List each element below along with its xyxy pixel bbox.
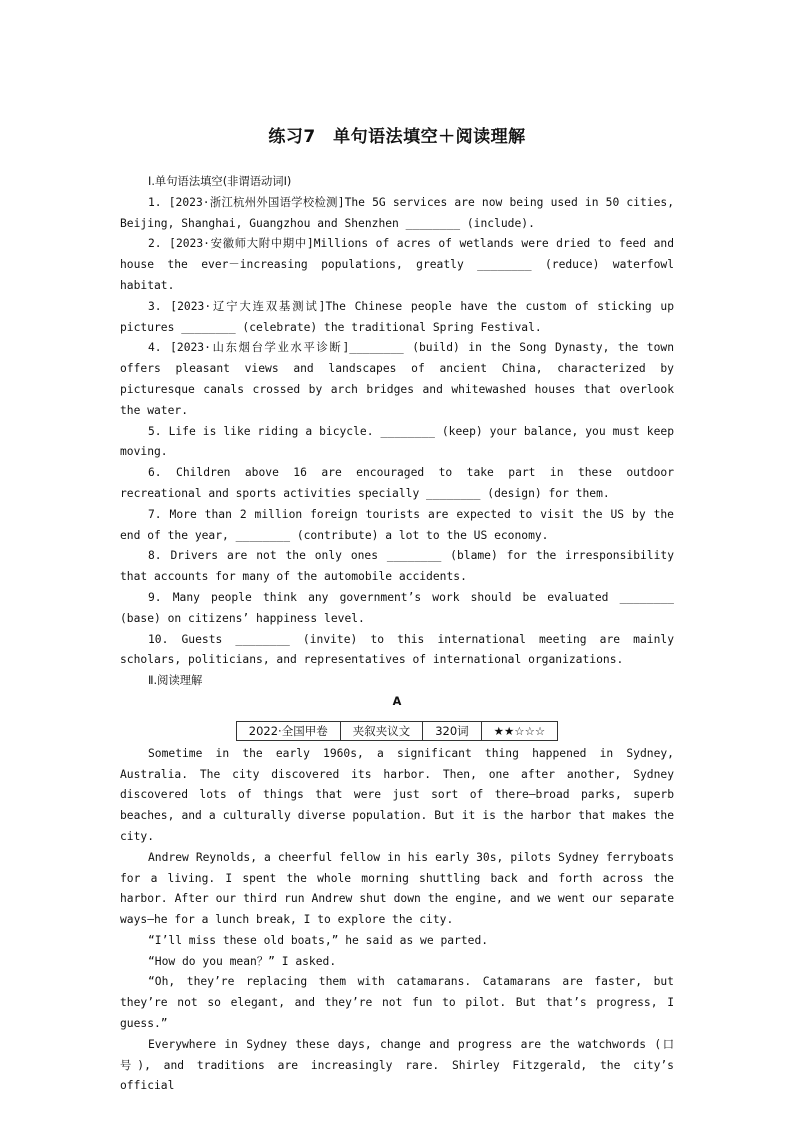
section-heading-grammar: Ⅰ.单句语法填空(非谓语动词Ⅰ) xyxy=(148,175,292,188)
question-item: 7. More than 2 million foreign tourists are expected to visit the US by the end of the year, ________ (contribute) a lot to the US economy. xyxy=(120,507,674,542)
question-item: 10. Guests ________ (invite) to this international meeting are mainly scholars, politicians, and representatives of international organizations. xyxy=(120,632,674,667)
passage-label: A xyxy=(392,694,402,708)
passage-paragraph: Everywhere in Sydney these days, change and progress are the watchwords (口号), and traditions are increasingly rare. Shirley Fitzgerald, the city’s official xyxy=(120,1037,674,1093)
question-item: 4. [2023·山东烟台学业水平诊断]________ (build) in the Song Dynasty, the town offers pleasant views and landscapes of ancient China, characterized by picturesque canals crossed by arch bridges and whitewashed houses that overlook the water. xyxy=(120,341,674,417)
question-item: 1. [2023·浙江杭州外国语学校检测]The 5G services are now being used in 50 cities, Beijing, Shanghai, Guangzhou and Shenzhen ________ (include). xyxy=(120,195,674,230)
passage-paragraph: Sometime in the early 1960s, a significant thing happened in Sydney, Australia. The city discovered its harbor. Then, one after another, Sydney discovered lots of things that were just sort of there—broad parks, superb beaches, and a culturally diverse population. But it is the harbor that makes the city. xyxy=(120,746,674,843)
source-word-count: 320词 xyxy=(423,721,481,740)
source-info-table xyxy=(236,721,558,741)
difficulty-stars: ★★☆☆☆ xyxy=(481,721,558,740)
question-item: 9. Many people think any government’s work should be evaluated ________ (base) on citizens’ happiness level. xyxy=(120,590,674,625)
source-exam: 2022·全国甲卷 xyxy=(236,721,340,740)
question-item: 3. [2023·辽宁大连双基测试]The Chinese people have the custom of sticking up pictures ________ (celebrate) the traditional Spring Festival. xyxy=(120,299,674,334)
question-item: 8. Drivers are not the only ones ________ (blame) for the irresponsibility that accounts for many of the automobile accidents. xyxy=(120,549,674,584)
passage-paragraph: Andrew Reynolds, a cheerful fellow in his early 30s, pilots Sydney ferryboats for a living. I spent the whole morning shuttling back and forth across the harbor. After our third run Andrew shut down the engine, and we went our separate ways—he for a lunch break, I to explore the city. xyxy=(120,850,674,927)
passage-paragraph: “Oh, they’re replacing them with catamarans. Catamarans are faster, but they’re not so elegant, and they’re not fun to pilot. But that’s progress, I guess.” xyxy=(120,975,674,1031)
page-title: 练习7 单句语法填空＋阅读理解 xyxy=(268,127,526,147)
question-item: 6. Children above 16 are encouraged to take part in these outdoor recreational and sports activities specially ________ (design) for them. xyxy=(120,466,674,500)
question-item: 2. [2023·安徽师大附中期中]Millions of acres of wetlands were dried to feed and house the ever－increasing populations, greatly ________ (reduce) waterfowl habitat. xyxy=(120,237,674,292)
source-genre: 夹叙夹议文 xyxy=(340,721,423,740)
section-heading-reading: Ⅱ.阅读理解 xyxy=(148,674,203,688)
question-item: 5. Life is like riding a bicycle. ________ (keep) your balance, you must keep moving. xyxy=(120,424,674,459)
content-body xyxy=(120,172,674,1097)
passage-paragraph: “How do you mean？” I asked. xyxy=(148,954,337,968)
passage-paragraph: “I’ll miss these old boats,” he said as we parted. xyxy=(148,933,489,947)
